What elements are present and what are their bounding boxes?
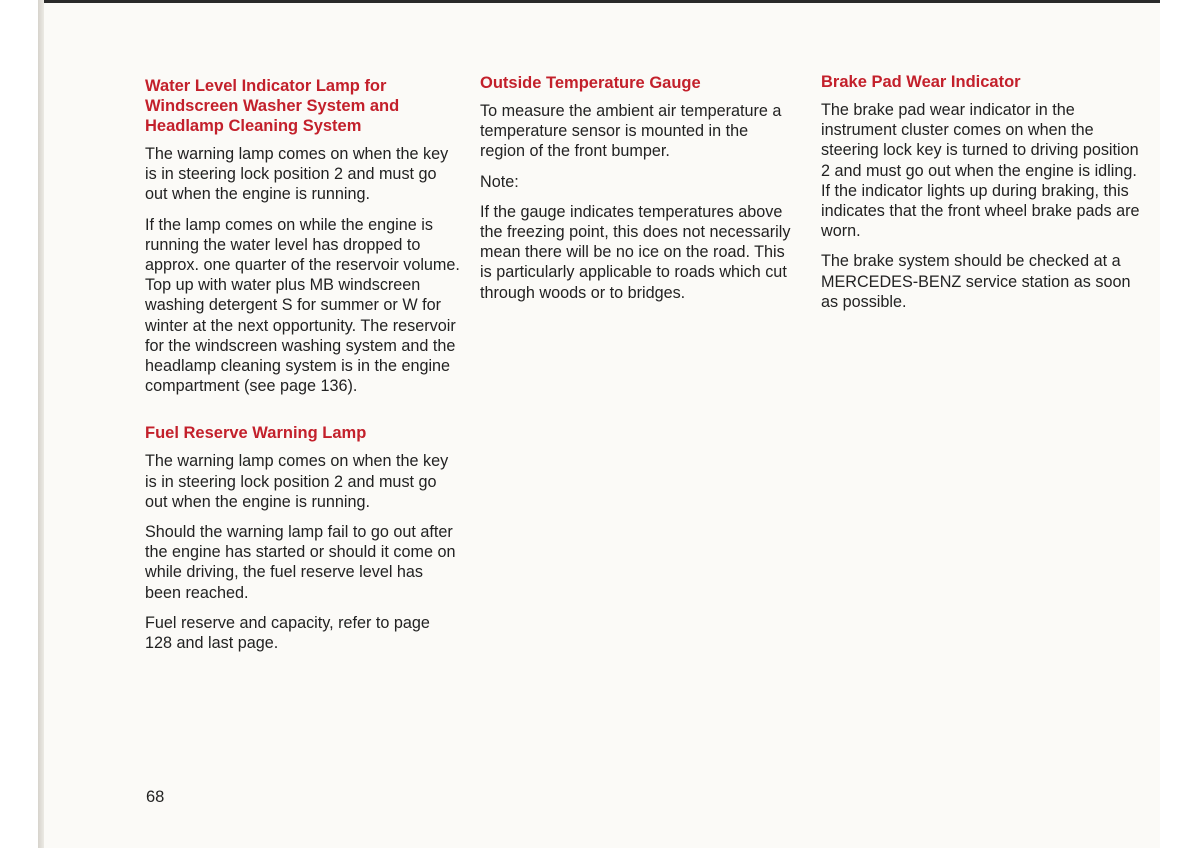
- paragraph: Should the warning lamp fail to go out after the engine has started or should it come on while driving, the fuel reserve level has been reached.: [145, 523, 456, 602]
- column-left: [145, 73, 460, 663]
- page-number: 68: [146, 788, 165, 806]
- note-label: Note:: [480, 172, 519, 191]
- paragraph: The brake pad wear indicator in the instrument cluster comes on when the steering lock key is turned to driving position 2 and must go out when the engine is idling. If the indicator lights up during braking, this indicates that the front wheel brake pads are worn.: [821, 101, 1140, 241]
- section-heading-water-level: Water Level Indicator Lamp for Windscreen Washer System and Headlamp Cleaning System: [145, 77, 400, 135]
- column-right: [821, 73, 1141, 322]
- section-heading-outside-temperature: Outside Temperature Gauge: [480, 74, 701, 92]
- paragraph: To measure the ambient air temperature a temperature sensor is mounted in the region of the front bumper.: [480, 102, 782, 161]
- paragraph: If the lamp comes on while the engine is running the water level has dropped to approx. one quarter of the reservoir volume. Top up with water plus MB windscreen washing detergent S for summer or W for winter at the next opportunity. The reservoir for the windscreen washing system and the headlamp cleaning system is in the engine compartment (see page 136).: [145, 215, 460, 396]
- paragraph: The warning lamp comes on when the key is in steering lock position 2 and must go out when the engine is running.: [145, 145, 449, 204]
- section-heading-fuel-reserve: Fuel Reserve Warning Lamp: [145, 424, 367, 443]
- paragraph: Fuel reserve and capacity, refer to page 128 and last page.: [145, 613, 430, 653]
- paragraph: The warning lamp comes on when the key is in steering lock position 2 and must go out when the engine is running.: [145, 452, 449, 511]
- paragraph: If the gauge indicates temperatures above the freezing point, this does not necessarily mean there will be no ice on the road. This is particularly applicable to roads which cut through woods or to bridges.: [480, 202, 791, 302]
- section-heading-brake-pad: Brake Pad Wear Indicator: [821, 73, 1021, 91]
- column-middle: [480, 73, 795, 313]
- paragraph: The brake system should be checked at a MERCEDES-BENZ service station as soon as possible.: [821, 252, 1131, 311]
